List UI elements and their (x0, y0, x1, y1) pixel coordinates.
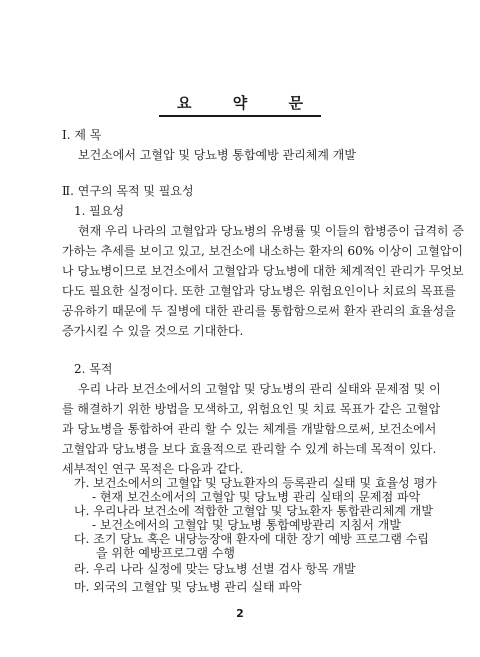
purpose-item-ga: 가. 보건소에서의 고혈압 및 당뇨환자의 등록관리 실태 및 효율성 평가 (74, 476, 437, 490)
section1-content: 보건소에서 고혈압 및 당뇨병 통합예방 관리체계 개발 (78, 148, 356, 162)
necessity-line-5: 공유하기 때문에 두 질병에 대한 관리를 통합함으로써 환자 관리의 효율성을 (62, 304, 456, 318)
purpose-item-na-detail: - 보건소에서의 고혈압 및 당뇨병 통합예방관리 지침서 개발 (92, 518, 401, 532)
necessity-line-1: 현재 우리 나라의 고혈압과 당뇨병의 유병률 및 이들의 합병증이 급격히 증 (78, 224, 464, 238)
purpose-item-na: 나. 우리나라 보건소에 적합한 고혈압 및 당뇨환자 통합관리체계 개발 (74, 504, 433, 518)
purpose-line-1: 우리 나라 보건소에서의 고혈압 및 당뇨병의 관리 실태와 문제점 및 이 (78, 382, 441, 396)
page-title: 요 약 문 (0, 92, 480, 117)
necessity-line-3: 나 당뇨병이므로 보건소에서 고혈압과 당뇨병에 대한 체계적인 관리가 무엇보 (62, 264, 464, 278)
subsection2-heading: 2. 목적 (74, 362, 113, 376)
purpose-line-2: 를 해결하기 위한 방법을 모색하고, 위험요인 및 치료 목표가 같은 고혈압 (62, 402, 441, 416)
necessity-line-4: 다도 필요한 실정이다. 또한 고혈압과 당뇨병은 위험요인이나 치료의 목표를 (62, 284, 456, 298)
purpose-item-ga-detail: - 현재 보건소에서의 고혈압 및 당뇨병 관리 실태의 문제점 파악 (92, 490, 421, 504)
section2-heading: Ⅱ. 연구의 목적 및 필요성 (62, 184, 194, 198)
section1-heading: Ⅰ. 제 목 (62, 128, 102, 142)
purpose-intro: 세부적인 연구 목적은 다음과 같다. (62, 462, 244, 476)
subsection1-heading: 1. 필요성 (74, 204, 125, 218)
purpose-item-da-continued: 을 위한 예방프로그램 수행 (96, 546, 235, 560)
page-number: 2 (236, 607, 244, 620)
purpose-line-4: 고혈압과 당뇨병을 보다 효율적으로 관리할 수 있게 하는데 목적이 있다. (62, 442, 437, 456)
purpose-line-3: 과 당뇨병을 통합하여 관리 할 수 있는 체계를 개발함으로써, 보건소에서 (62, 422, 437, 436)
purpose-item-ma: 마. 외국의 고혈압 및 당뇨병 관리 실태 파악 (74, 580, 302, 594)
purpose-item-ra: 라. 우리 나라 실정에 맞는 당뇨병 선별 검사 항목 개발 (74, 562, 356, 576)
necessity-line-6: 증가시킬 수 있을 것으로 기대한다. (62, 324, 244, 338)
necessity-line-2: 가하는 추세를 보이고 있고, 보건소에 내소하는 환자의 60% 이상이 고혈압이 (62, 244, 463, 258)
purpose-item-da: 다. 조기 당뇨 혹은 내당능장애 환자에 대한 장기 예방 프로그램 수립 (74, 532, 429, 546)
